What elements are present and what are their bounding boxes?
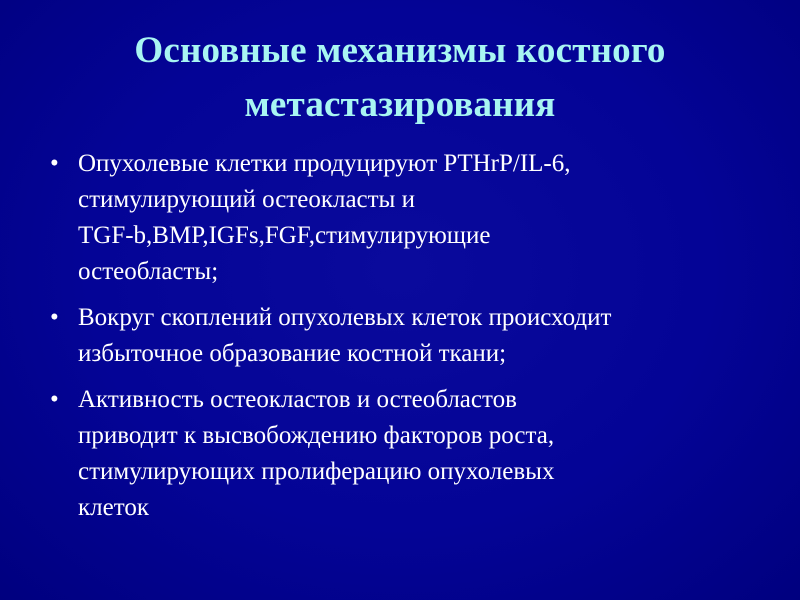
slide-title bbox=[40, 24, 760, 132]
bullet-marker: • bbox=[50, 150, 59, 177]
bullet-3-line-4: клеток bbox=[78, 494, 149, 521]
bullet-1-line-2: стимулирующий остеокласты и bbox=[78, 186, 415, 213]
bullet-item-3 bbox=[48, 382, 748, 526]
bullet-list bbox=[48, 146, 748, 536]
bullet-item-1 bbox=[48, 146, 748, 290]
bullet-marker: • bbox=[50, 304, 59, 331]
bullet-2-line-2: избыточное образование костной ткани; bbox=[78, 340, 507, 367]
bullet-1-line-4: остеобласты; bbox=[78, 258, 219, 285]
bullet-3-line-2: приводит к высвобождению факторов роста, bbox=[78, 422, 555, 449]
bullet-3-line-3: стимулирующих пролиферацию опухолевых bbox=[78, 458, 555, 485]
bullet-1-line-3: TGF-b,BMP,IGFs,FGF,стимулирующие bbox=[78, 222, 491, 249]
bullet-3-line-1: Активность остеокластов и остеобластов bbox=[78, 386, 517, 413]
title-line-1: Основные механизмы костного bbox=[134, 30, 666, 71]
bullet-1-line-1: Опухолевые клетки продуцируют PTHrP/IL-6, bbox=[78, 150, 571, 177]
bullet-2-line-1: Вокруг скоплений опухолевых клеток происходит bbox=[78, 304, 612, 331]
bullet-marker: • bbox=[50, 386, 59, 413]
bullet-item-2 bbox=[48, 300, 748, 372]
title-line-2: метастазирования bbox=[244, 84, 556, 125]
